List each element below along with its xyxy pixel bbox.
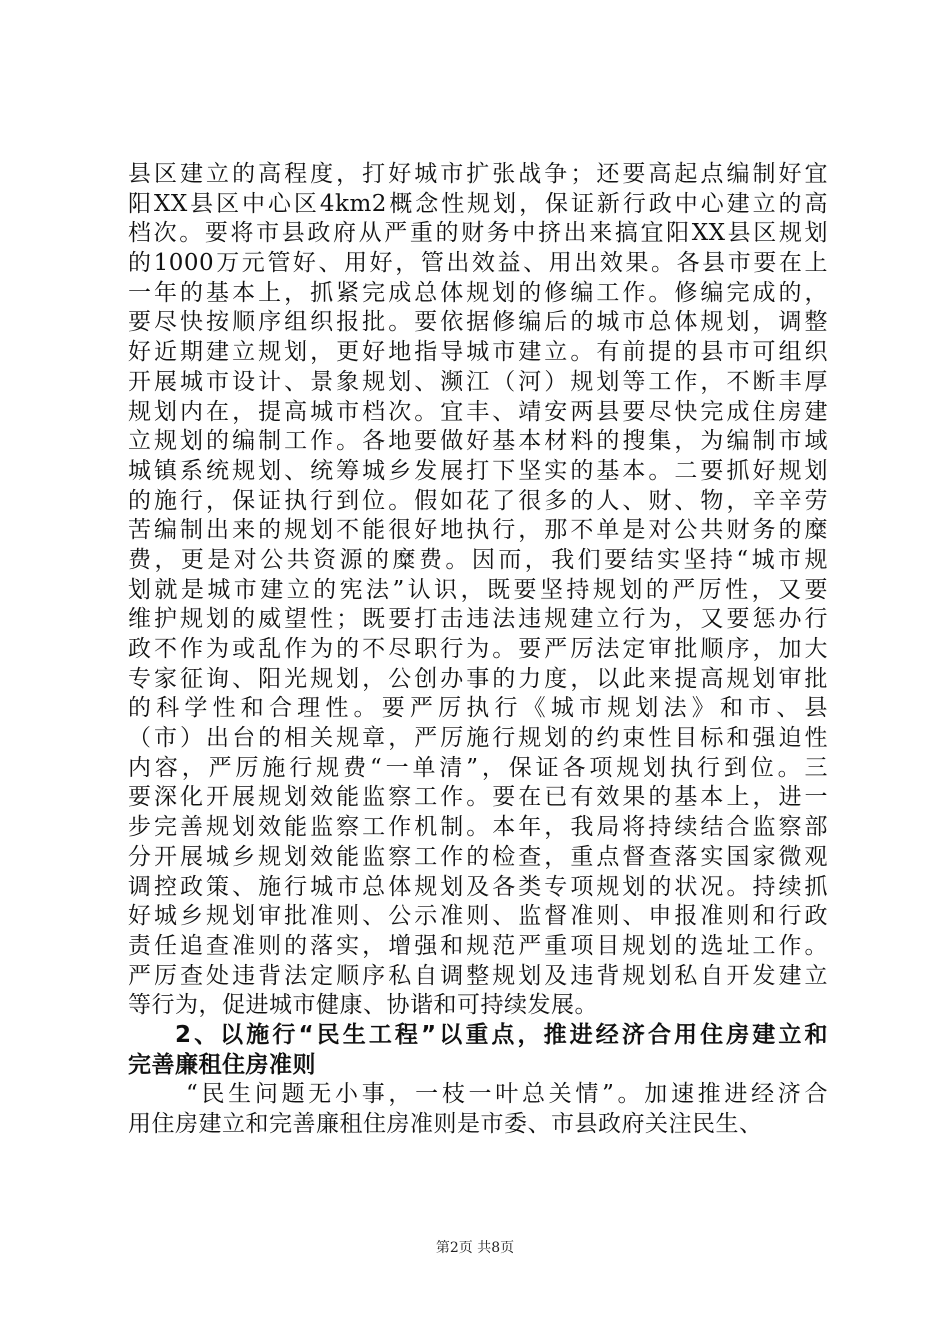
paragraph1-line: 规划内在，提高城市档次。宜丰、靖安两县要尽快完成住房建 [128, 398, 828, 425]
paragraph1-line: 一年的基本上，抓紧完成总体规划的修编工作。修编完成的， [128, 279, 828, 306]
paragraph1-line: 档次。要将市县政府从严重的财务中挤出来搞宜阳XX县区规划 [128, 220, 828, 247]
paragraph1-line: 严厉查处违背法定顺序私自调整规划及违背规划私自开发建立 [128, 962, 828, 989]
paragraph1-line: 步完善规划效能监察工作机制。本年，我局将持续结合监察部 [128, 814, 828, 841]
paragraph1-line: 要深化开展规划效能监察工作。要在已有效果的基本上，进一 [128, 784, 828, 811]
paragraph-2 [128, 1080, 828, 1139]
paragraph1-line: 的施行，保证执行到位。假如花了很多的人、财、物，辛辛劳 [128, 487, 828, 514]
paragraph1-line: 维护规划的威望性；既要打击违法违规建立行为，又要惩办行 [128, 606, 828, 633]
paragraph1-line: 开展城市设计、景象规划、濒江（河）规划等工作，不断丰厚 [128, 368, 828, 395]
paragraph1-line: 的1000万元管好、用好，管出效益、用出效果。各县市要在上 [128, 250, 828, 277]
paragraph1-line: 责任追查准则的落实，增强和规范严重项目规划的选址工作。 [128, 932, 828, 959]
paragraph1-line: 费，更是对公共资源的糜费。因而，我们要结实坚持“城市规 [128, 546, 828, 573]
paragraph1-line: 城镇系统规划、统筹城乡发展打下坚实的基本。二要抓好规划 [128, 457, 828, 484]
paragraph1-line: 立规划的编制工作。各地要做好基本材料的搜集，为编制市域 [128, 428, 828, 455]
heading-line: 完善廉租住房准则 [128, 1051, 316, 1078]
paragraph1-line: 好城乡规划审批准则、公示准则、监督准则、申报准则和行政 [128, 903, 828, 930]
paragraph1-line: 分开展城乡规划效能监察工作的检查，重点督查落实国家微观 [128, 843, 828, 870]
paragraph1-line: 内容，严厉施行规费“一单清”，保证各项规划执行到位。三 [128, 754, 828, 781]
paragraph1-line: 的科学性和合理性。要严厉执行《城市规划法》和市、县 [128, 695, 828, 722]
paragraph1-line: 政不作为或乱作为的不尽职行为。要严厉法定审批顺序，加大 [128, 636, 828, 662]
heading-line: 2、以施行“民生工程”以重点，推进经济合用住房建立和 [175, 1021, 828, 1048]
paragraph-1 [128, 160, 828, 1021]
paragraph1-line: 好近期建立规划，更好地指导城市建立。有前提的县市可组织 [128, 339, 828, 366]
section-heading [128, 1021, 828, 1080]
paragraph1-line: （市）出台的相关规章，严厉施行规划的约束性目标和强迫性 [128, 725, 828, 752]
paragraph2-line: “民生问题无小事，一枝一叶总关情”。加速推进经济合 [186, 1081, 828, 1108]
paragraph1-line: 要尽快按顺序组织报批。要依据修编后的城市总体规划，调整 [128, 309, 828, 336]
document-body [128, 160, 828, 1140]
paragraph1-line: 调控政策、施行城市总体规划及各类专项规划的状况。持续抓 [128, 873, 828, 900]
paragraph1-line: 划就是城市建立的宪法”认识，既要坚持规划的严厉性，又要 [128, 576, 828, 603]
page-footer: 第2页 共8页 [435, 1240, 515, 1256]
paragraph1-line: 县区建立的高程度，打好城市扩张战争；还要高起点编制好宜 [128, 161, 828, 187]
paragraph1-line: 苦编制出来的规划不能很好地执行，那不单是对公共财务的糜 [128, 517, 828, 544]
paragraph1-line: 专家征询、阳光规划，公创办事的力度，以此来提高规划审批 [128, 665, 828, 692]
paragraph1-line: 阳XX县区中心区4km2概念性规划，保证新行政中心建立的高 [128, 190, 828, 217]
paragraph1-line: 等行为，促进城市健康、协谐和可持续发展。 [128, 992, 598, 1019]
paragraph2-line: 用住房建立和完善廉租住房准则是市委、市县政府关注民生、 [128, 1111, 763, 1137]
